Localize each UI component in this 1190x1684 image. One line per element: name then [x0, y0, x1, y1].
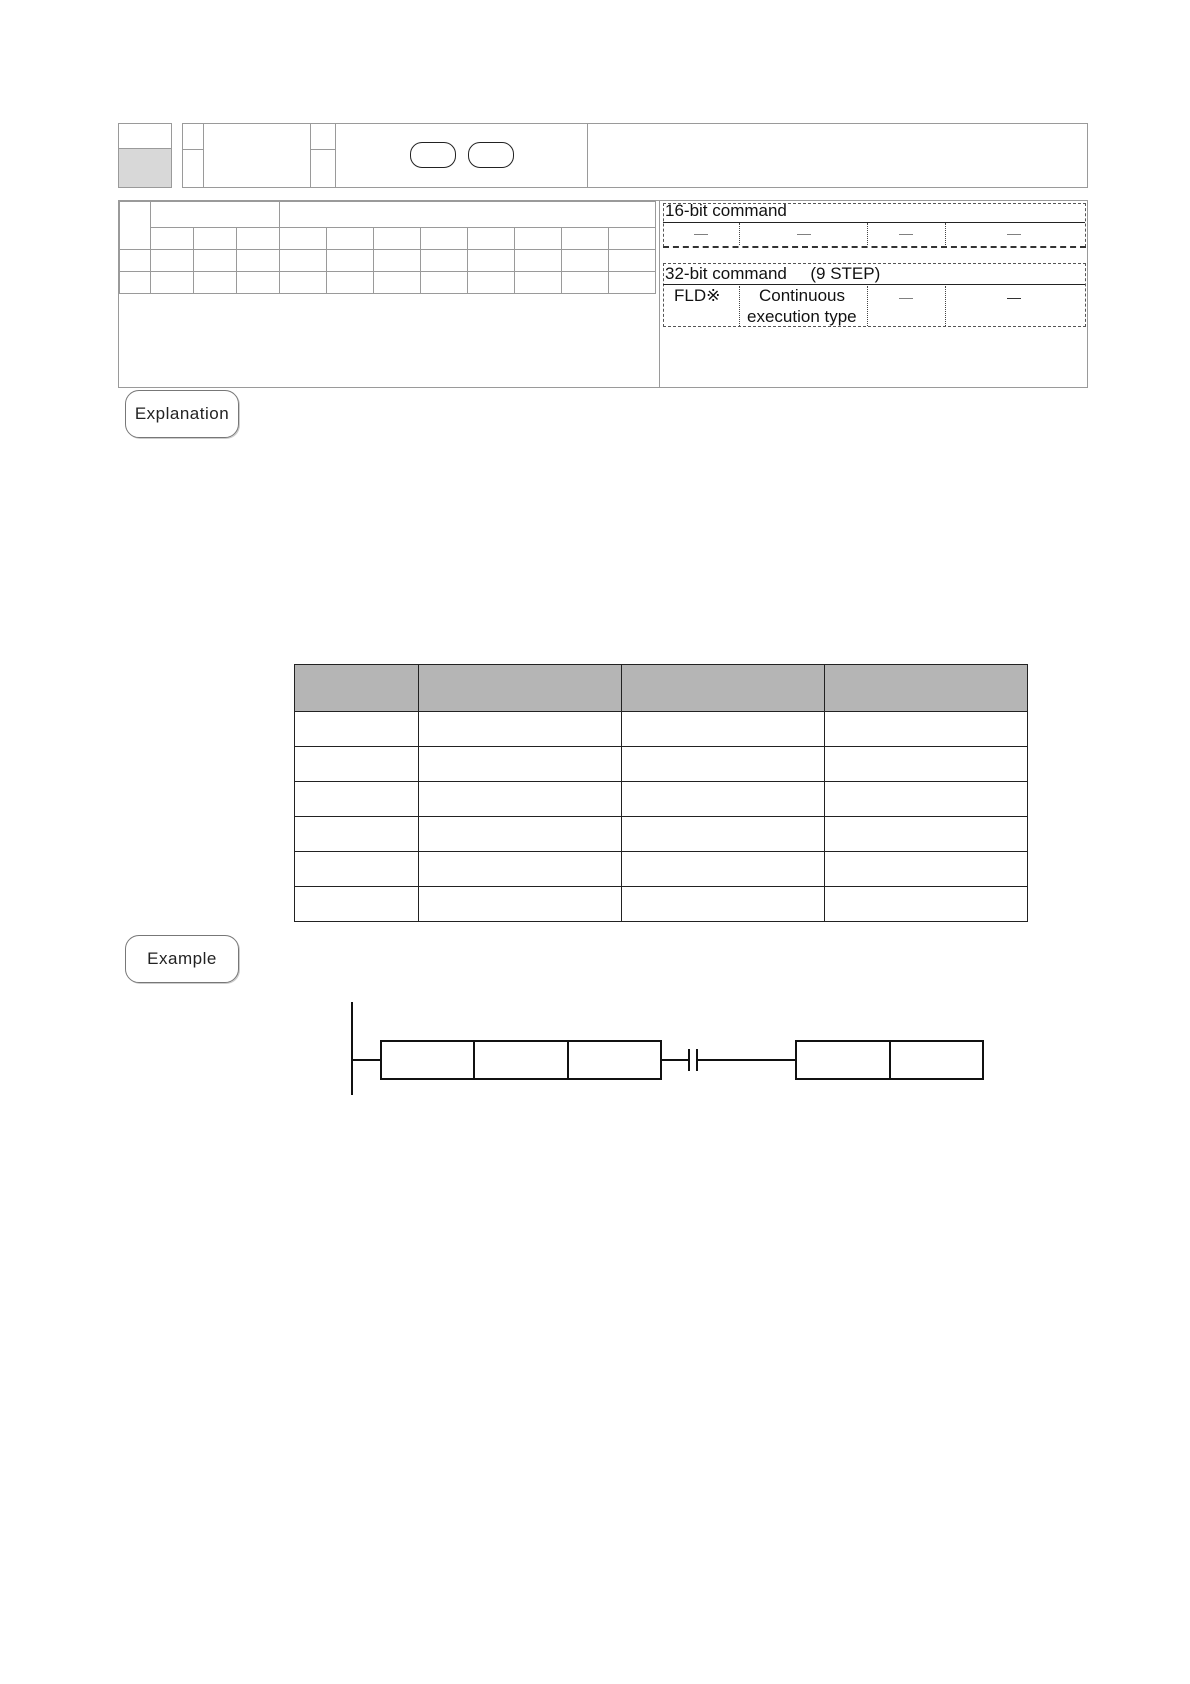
output-block-dev: [890, 1041, 983, 1079]
header-divider: [310, 149, 335, 150]
operand-pill: [410, 142, 456, 168]
api-number-box: [118, 123, 172, 188]
bit16-bottom-dash: [663, 246, 1086, 248]
compare-block-op: [381, 1041, 474, 1079]
table-row: [295, 817, 1028, 852]
header-divider: [183, 149, 203, 150]
output-block-op: [796, 1041, 890, 1079]
table-row: [295, 782, 1028, 817]
header-divider: [587, 124, 588, 187]
operand-row: [120, 250, 656, 272]
bit16-frame: [663, 203, 1086, 247]
header-divider: [203, 124, 204, 187]
table-row: [295, 712, 1028, 747]
header-divider: [335, 124, 336, 187]
bit32-label: [665, 264, 880, 284]
spec-table: [294, 664, 1028, 922]
operand-row: [120, 272, 656, 294]
instruction-header: [182, 123, 1088, 188]
bit32-underline: [663, 284, 1085, 285]
table-row: [295, 747, 1028, 782]
bit16-underline: [663, 222, 1085, 223]
bit16-label: 16-bit command: [665, 201, 787, 220]
bit16-cell-4: —: [1007, 225, 1021, 241]
table-row: [295, 852, 1028, 887]
bit16-cell-3: —: [899, 225, 913, 241]
compare-block-s2: [568, 1041, 661, 1079]
bit32-cell-3: —: [899, 289, 913, 305]
api-number-shaded: [119, 148, 171, 187]
panel-divider: [659, 201, 660, 387]
bit32-cell-4: —: [1007, 289, 1021, 305]
ladder-diagram: [345, 1000, 985, 1100]
table-row: [295, 887, 1028, 922]
operand-command-panel: [118, 200, 1088, 388]
operand-grid: [119, 201, 656, 294]
spec-table-header: [295, 665, 1028, 712]
bit32-label-text: 32-bit command: [665, 264, 787, 283]
operand-pill: [468, 142, 514, 168]
bit32-instruction: FLD※: [674, 286, 721, 305]
explanation-badge: Explanation: [125, 390, 239, 438]
example-badge: Example: [125, 935, 239, 983]
bit32-execution-line2: execution type: [747, 307, 857, 326]
compare-block-s1: [474, 1041, 568, 1079]
bit32-steps: (9 STEP): [810, 264, 881, 283]
header-divider: [310, 124, 311, 187]
bit16-cell-1: —: [694, 225, 708, 241]
bit16-cell-2: —: [797, 225, 811, 241]
bit32-execution-line1: Continuous: [759, 286, 846, 305]
